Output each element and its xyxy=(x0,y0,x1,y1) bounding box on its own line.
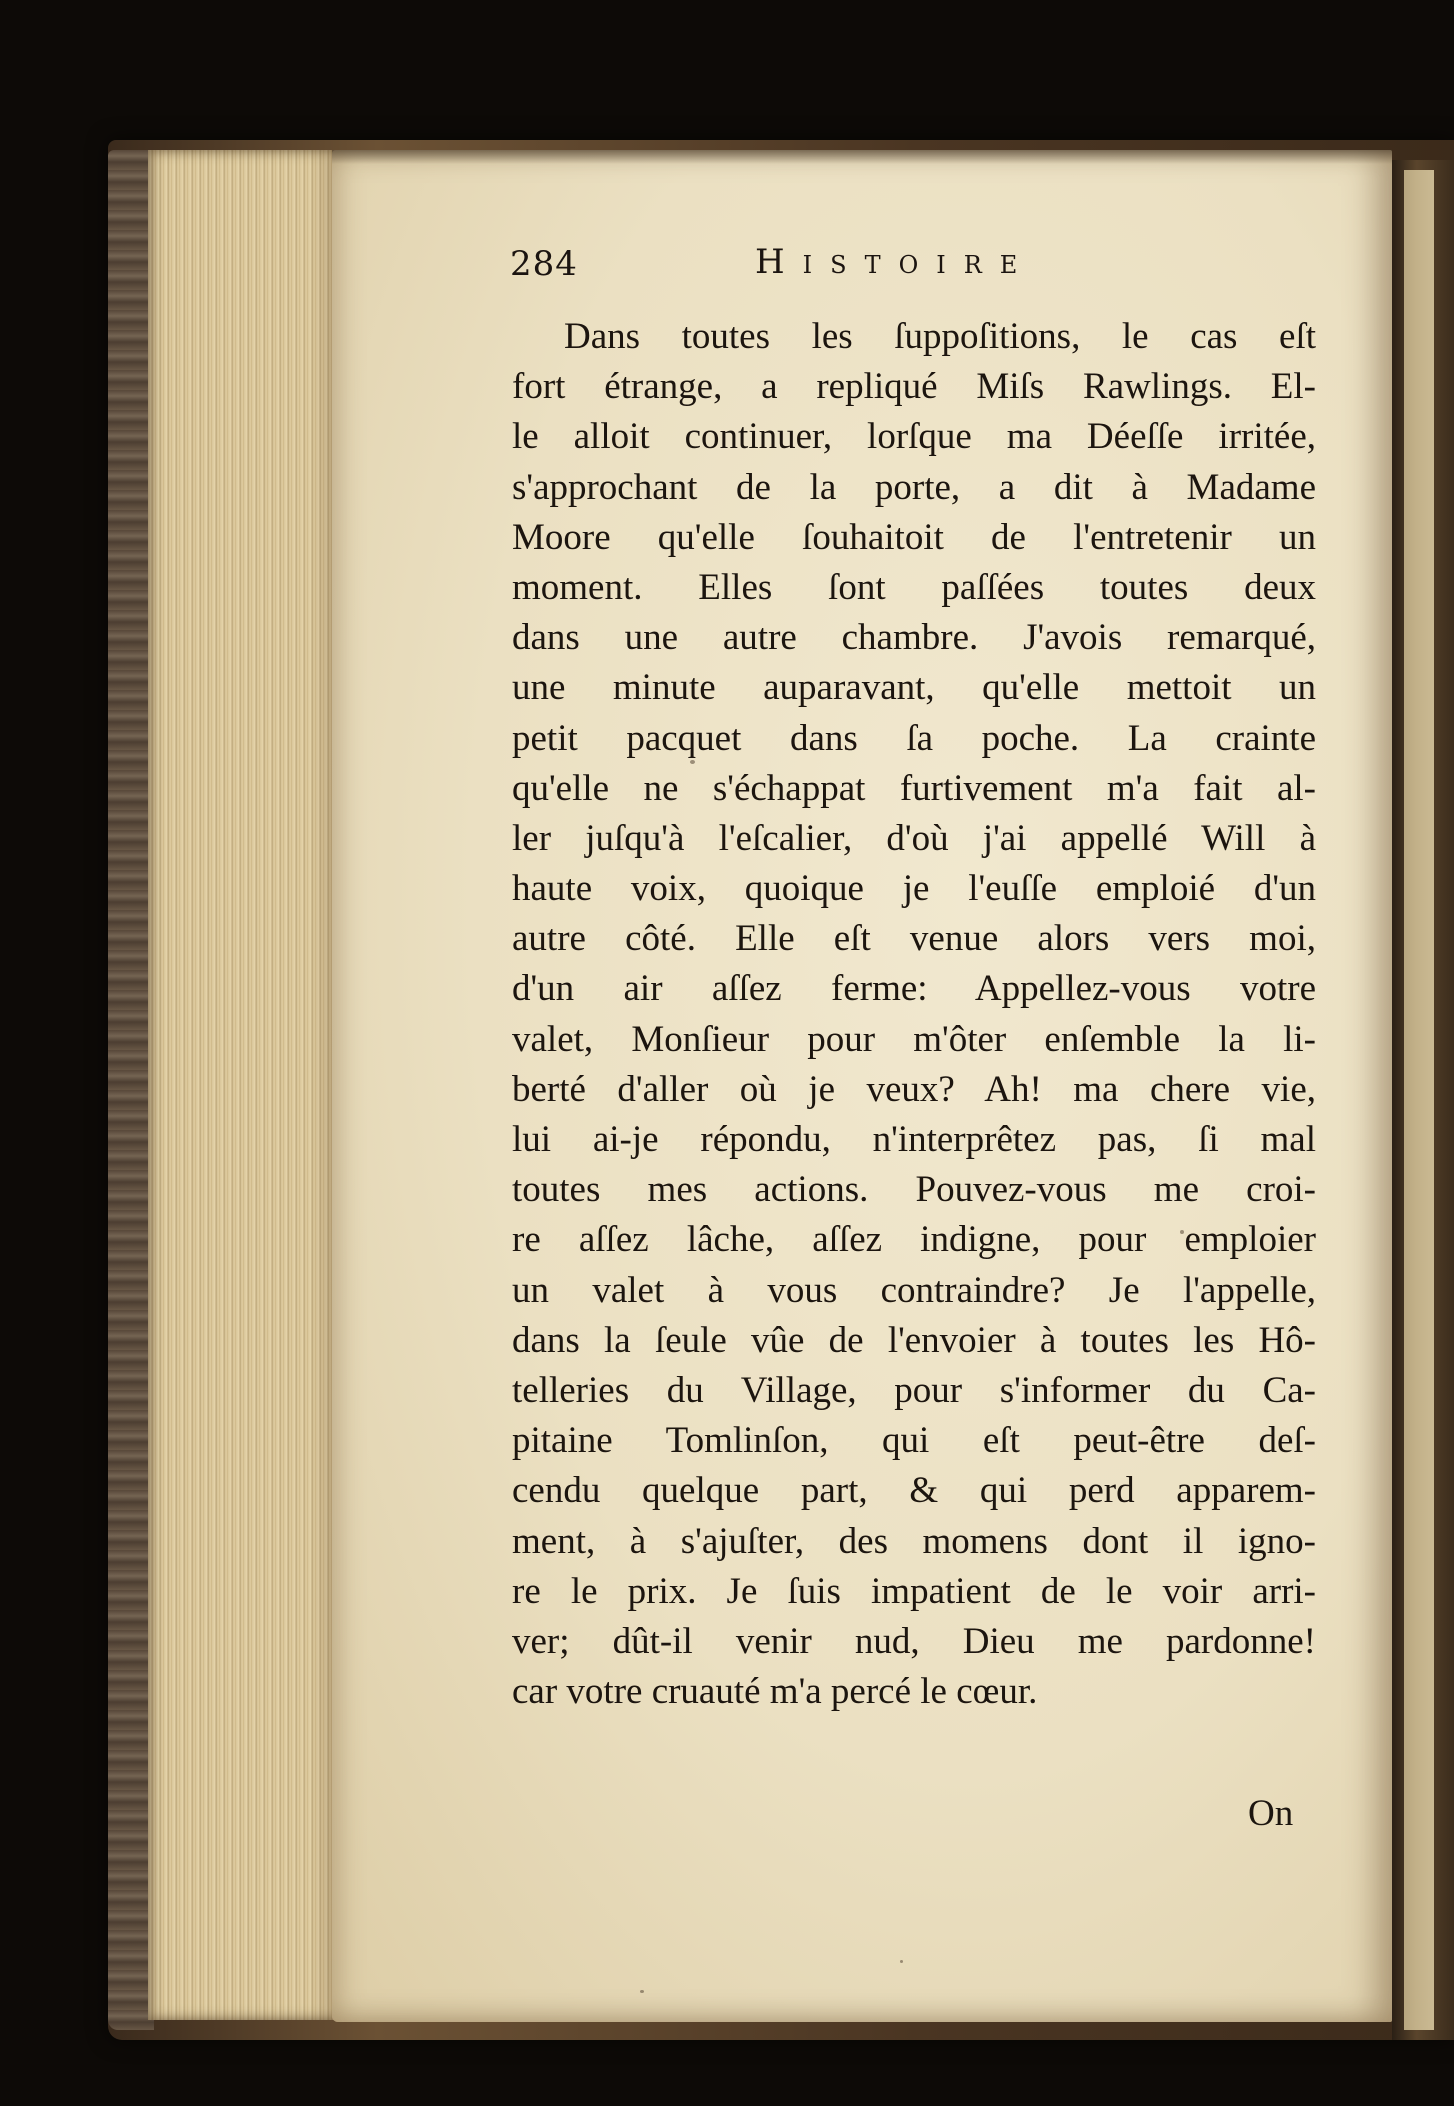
paper-speck xyxy=(900,1960,903,1963)
text-line: lui ai-je répondu, n'interprêtez pas, ſi mal xyxy=(512,1119,1316,1160)
text-line: fort étrange, a repliqué Miſs Rawlings. El- xyxy=(512,366,1316,408)
text-line: ment, à s'ajuſter, des momens dont il igno- xyxy=(512,1520,1316,1562)
paper-speck xyxy=(640,1990,644,1993)
text-line: re aſſez lâche, aſſez indigne, pour emploier xyxy=(512,1219,1316,1261)
text-line: ler juſqu'à l'eſcalier, d'où j'ai appellé Will à xyxy=(512,817,1316,859)
text-line: toutes mes actions. Pouvez-vous me croi- xyxy=(512,1169,1316,1211)
text-line: berté d'aller où je veux? Ah! ma chere vie, xyxy=(512,1068,1316,1110)
text-line: une minute auparavant, qu'elle mettoit un xyxy=(512,667,1316,709)
catchword: On xyxy=(1248,1793,1294,1834)
text-line: cendu quelque part, & qui perd apparem- xyxy=(512,1470,1316,1512)
text-line: valet, Monſieur pour m'ôter enſemble la li- xyxy=(512,1018,1316,1060)
text-line: ver; dût-il venir nud, Dieu me pardonne! xyxy=(512,1620,1316,1662)
text-line: re le prix. Je ſuis impatient de le voir arri- xyxy=(512,1570,1316,1612)
text-line: haute voix, quoique je l'euſſe emploié d'un xyxy=(512,868,1316,910)
running-head: Histoire xyxy=(755,242,1036,282)
text-line: s'approchant de la porte, a dit à Madame xyxy=(512,466,1316,508)
text-line: un valet à vous contraindre? Je l'appelle, xyxy=(512,1269,1316,1311)
text-line: Dans toutes les ſuppoſitions, le cas eſt xyxy=(564,316,1316,357)
text-line: petit pacquet dans ſa poche. La crainte xyxy=(512,717,1316,759)
page-header xyxy=(510,244,1350,304)
body-text xyxy=(512,312,1316,1717)
text-line: moment. Elles ſont paſſées toutes deux xyxy=(512,566,1316,608)
text-line: pitaine Tomlinſon, qui eſt peut-être deſ- xyxy=(512,1420,1316,1462)
text-line: car votre cruauté m'a percé le cœur. xyxy=(512,1671,1038,1713)
text-line: d'un air aſſez ferme: Appellez-vous votre xyxy=(512,968,1316,1010)
text-line: dans une autre chambre. J'avois remarqué, xyxy=(512,617,1316,659)
text-line: le alloit continuer, lorſque ma Déeſſe irritée, xyxy=(512,416,1316,458)
text-line: autre côté. Elle eſt venue alors vers moi, xyxy=(512,918,1316,960)
text-line: Moore qu'elle ſouhaitoit de l'entretenir un xyxy=(512,516,1316,558)
text-line: dans la ſeule vûe de l'envoier à toutes les Hô- xyxy=(512,1319,1316,1361)
page-number: 284 xyxy=(510,244,578,284)
text-line: qu'elle ne s'échappat furtivement m'a fait al- xyxy=(512,767,1316,809)
text-line: telleries du Village, pour s'informer du Ca- xyxy=(512,1369,1316,1411)
facing-page-edge xyxy=(1404,170,1434,2030)
page-top-soiling xyxy=(332,150,1392,164)
